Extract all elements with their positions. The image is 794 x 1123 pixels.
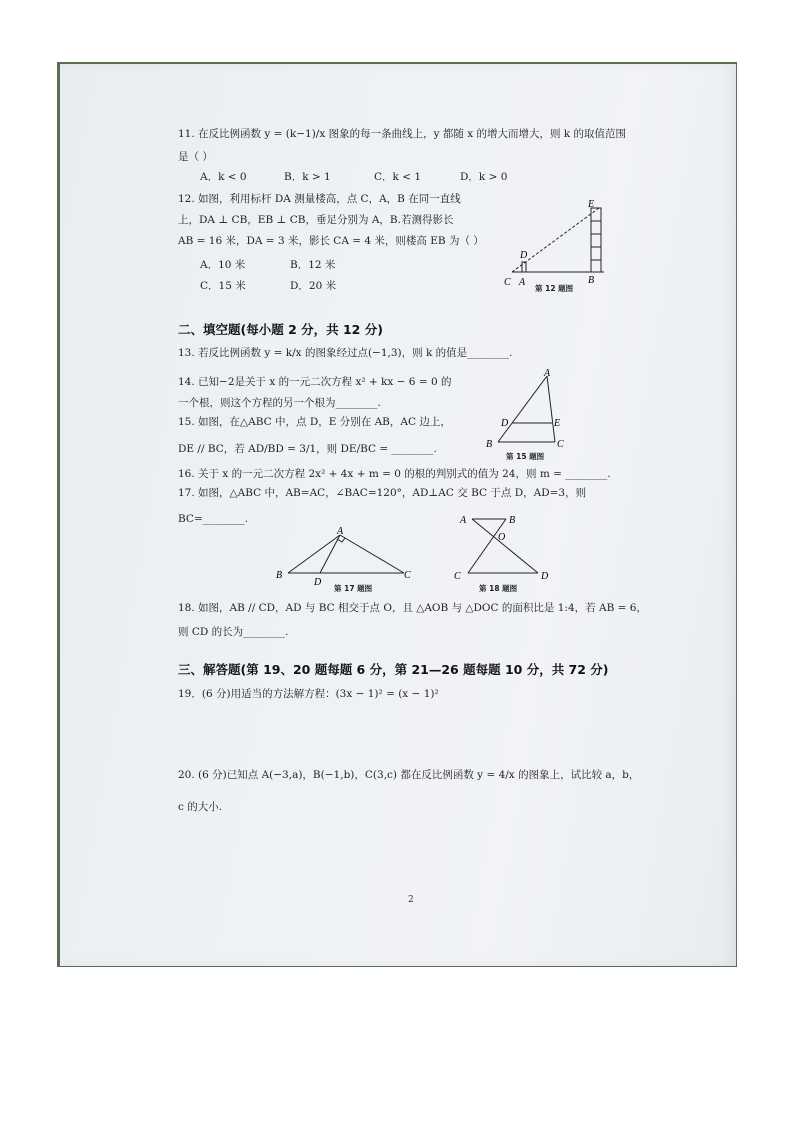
page-number: 2 — [408, 895, 414, 905]
q17-label-d: D — [314, 577, 322, 588]
q11-option-a: A．k < 0 — [200, 171, 247, 183]
q18-label-o: O — [498, 532, 506, 543]
q18-label-b: B — [509, 515, 516, 526]
q17-figure — [270, 522, 420, 598]
q12-line1: 12. 如图，利用标杆 DA 测量楼高，点 C，A，B 在同一直线 — [178, 193, 461, 205]
q15-line2: DE // BC，若 AD/BD = 3/1，则 DE/BC = ________. — [178, 443, 437, 455]
q12-label-b: B — [588, 275, 595, 286]
q11-line1: 11. 在反比例函数 y = (k−1)/x 图象的每一条曲线上，y 都随 x 的增大而增大，则 k 的取值范围 — [178, 128, 627, 140]
q12-line2: 上，DA ⊥ CB，EB ⊥ CB，垂足分别为 A，B.若测得影长 — [178, 214, 454, 226]
q12-option-b: B．12 米 — [290, 259, 336, 271]
q11-option-b: B．k > 1 — [284, 171, 331, 183]
q17-caption: 第 17 题图 — [334, 584, 373, 593]
q20-line1: 20. (6 分)已知点 A(−3,a)，B(−1,b)，C(3,c) 都在反比例函数 y = 4/x 的图象上，试比较 a，b， — [178, 769, 640, 781]
q13-text: 13. 若反比例函数 y = k/x 的图象经过点(−1,3)，则 k 的值是________. — [178, 347, 513, 359]
pole-da — [522, 262, 526, 272]
q17-label-b: B — [276, 570, 283, 581]
q12-caption: 第 12 题图 — [535, 284, 574, 293]
q12-option-a: A．10 米 — [200, 259, 246, 271]
q12-label-c: C — [504, 277, 511, 288]
q17-label-c: C — [404, 570, 411, 581]
q11-line2: 是（ ） — [178, 151, 213, 163]
q15-line1: 15. 如图，在△ABC 中，点 D，E 分别在 AB，AC 边上， — [178, 416, 451, 428]
q15-caption: 第 15 题图 — [506, 452, 545, 461]
q18-label-d: D — [541, 571, 549, 582]
q17-label-a: A — [337, 526, 344, 537]
section2-title: 二、填空题(每小题 2 分，共 12 分) — [178, 322, 383, 337]
q17-line1: 17. 如图，△ABC 中，AB=AC，∠BAC=120°，AD⊥AC 交 BC 于点 D，AD=3，则 — [178, 487, 587, 499]
q18-caption: 第 18 题图 — [479, 584, 518, 593]
q15-label-e: E — [554, 418, 561, 429]
q18-line2: 则 CD 的长为________. — [178, 626, 289, 638]
q11-option-d: D．k > 0 — [460, 171, 508, 183]
q15-label-b: B — [486, 439, 493, 450]
section3-title: 三、解答题(第 19、20 题每题 6 分，第 21—26 题每题 10 分，共 72 分) — [178, 662, 609, 677]
q12-figure — [500, 196, 620, 296]
q16-text: 16. 关于 x 的一元二次方程 2x² + 4x + m = 0 的根的判别式的值为 24，则 m = ________. — [178, 468, 611, 480]
q18-label-a: A — [460, 515, 467, 526]
q15-label-d: D — [501, 418, 509, 429]
q18-figure — [452, 510, 562, 596]
q14-line1: 14. 已知−2是关于 x 的一元二次方程 x² + kx − 6 = 0 的 — [178, 376, 452, 388]
q12-line3: AB = 16 米，DA = 3 米，影长 CA = 4 米，则楼高 EB 为（ ） — [178, 235, 484, 247]
q15-label-a: A — [544, 368, 551, 379]
q11-option-c: C．k < 1 — [374, 171, 422, 183]
q18-line1: 18. 如图，AB // CD，AD 与 BC 相交于点 O，且 △AOB 与 △DOC 的面积比是 1:4，若 AB = 6， — [178, 602, 647, 614]
q15-figure — [484, 366, 584, 462]
q12-label-d: D — [520, 250, 528, 261]
q12-label-a: A — [519, 277, 526, 288]
q19-text: 19．(6 分)用适当的方法解方程：(3x − 1)² = (x − 1)² — [178, 688, 439, 700]
q14-line2: 一个根，则这个方程的另一个根为________. — [178, 397, 381, 409]
building-eb — [591, 208, 601, 272]
q17-line2: BC=________. — [178, 513, 249, 525]
q18-label-c: C — [454, 571, 461, 582]
q12-option-d: D．20 米 — [290, 280, 337, 292]
q15-label-c: C — [557, 439, 564, 450]
q12-option-c: C．15 米 — [200, 280, 246, 292]
q12-label-e: E — [588, 199, 595, 210]
q20-line2: c 的大小. — [178, 801, 223, 813]
